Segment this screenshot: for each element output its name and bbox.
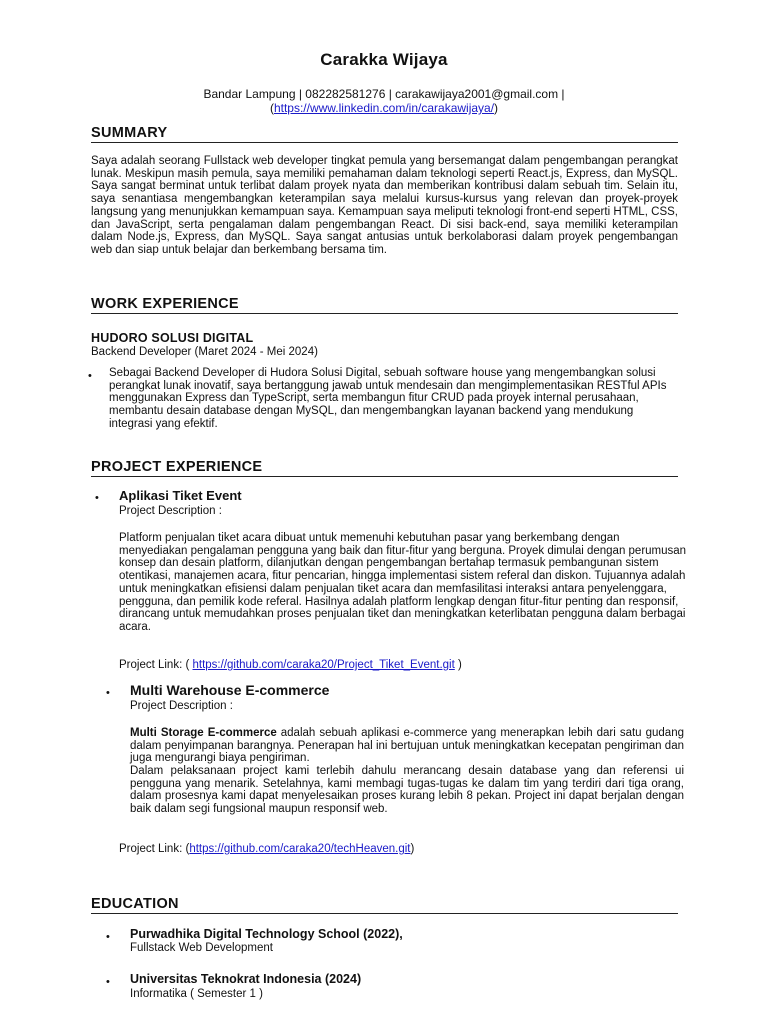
project-2-link-prefix: Project Link: ( [119, 843, 190, 855]
project-1-link-prefix: Project Link: ( [119, 659, 193, 671]
project-1-link[interactable]: https://github.com/caraka20/Project_Tiket_Event.git [192, 659, 455, 671]
education-heading: EDUCATION [91, 896, 678, 914]
work-description: Sebagai Backend Developer di Hudora Solusi Digital, sebuah software house yang mengembangkan solusi perangkat lunak inovatif, saya bertanggung jawab untuk mendesain dan mengimplementasikan RESTful APIs menggunakan Express dan TypeScript, serta membangun fitur CRUD pada proyek internal perusahaan, membantu desain database dengan MySQL, dan mengembangkan layanan backend yang mendukung integrasi yang efektif. [109, 367, 667, 430]
project-2-desc-bold: Multi Storage E-commerce [130, 727, 277, 739]
work-bullet: • [88, 370, 92, 382]
education-1-program: Fullstack Web Development [130, 942, 273, 954]
project-2-link[interactable]: https://github.com/caraka20/techHeaven.git [189, 843, 411, 855]
linkedin-link[interactable]: https://www.linkedin.com/in/carakawijaya/ [273, 101, 495, 115]
project-1-link-line [119, 659, 462, 672]
project-1-desc-label: Project Description : [119, 505, 222, 517]
project-2-link-line [119, 843, 414, 856]
project-2-description [130, 727, 684, 765]
project-2-desc-label: Project Description : [130, 700, 233, 712]
linkedin-open-paren: ( [269, 101, 274, 115]
linkedin-line [0, 101, 768, 115]
education-1-bullet: • [106, 931, 110, 943]
project-experience-heading: PROJECT EXPERIENCE [91, 459, 678, 477]
work-experience-heading: WORK EXPERIENCE [91, 296, 678, 314]
summary-text: Saya adalah seorang Fullstack web developer tingkat pemula yang bersemangat dalam pengembangan perangkat lunak. Meskipun masih pemula, saya memiliki pemahaman dalam teknologi seperti React.js, Express, dan MySQL. Saya sangat berminat untuk terlibat dalam proyek nyata dan memberikan kontribusi dalam sebuah tim. Selain itu, saya senantiasa mengembangkan keterampilan saya melalui kursus-kursus yang relevan dan proyek-proyek langsung yang menunjukkan kemampuan saya. Kemampuan saya meliputi teknologi front-end seperti HTML, CSS, dan JavaScript, serta pengalaman dalam pengembangan React. Di sisi back-end, saya memiliki keterampilan dalam Node.js, Express, dan MySQL. Saya sangat antusias untuk berkolaborasi dalam proyek pengembangan web dan siap untuk belajar dan berkembang bersama tim. [91, 155, 678, 256]
work-company: HUDORO SOLUSI DIGITAL [91, 331, 254, 345]
project-2-description-2: Dalam pelaksanaan project kami terlebih dahulu merancang desain database yang dan referensi ui pengguna yang menarik. Setelahnya, kami membagi tugas-tugas ke dalam tim yang terdiri dari tiga orang, dalam prosesnya kami dapat menyelesaikan proses kurang lebih 8 pekan. Project ini dapat berjalan dengan baik dalam segi fungsional maupun responsif web. [130, 765, 684, 816]
project-1-link-suffix: ) [454, 659, 462, 671]
project-2-bullet: • [106, 687, 110, 699]
project-1-description: Platform penjualan tiket acara dibuat untuk memenuhi kebutuhan pasar yang berkembang dengan menyediakan pengalaman pengguna yang baik dan fitur-fitur yang berguna. Proyek dimulai dengan perumusan konsep dan desain platform, dilanjutkan dengan pengembangan bertahap termasuk pembangunan sistem otentikasi, manajemen acara, fitur pencarian, hingga implementasi sistem referal dan diskon. Tujuannya adalah untuk meningkatkan efisiensi dalam penjualan tiket acara dan memfasilitasi interaksi antara penyelenggara, pengguna, dan pemilik kode referal. Hasilnya adalah platform lengkap dengan fitur-fitur penting dan responsif, dirancang untuk memudahkan proses penjualan tiket dan meningkatkan keterlibatan pengguna dalam berbagai acara. [119, 532, 687, 633]
education-2-program: Informatika ( Semester 1 ) [130, 988, 263, 1000]
education-2-school: Universitas Teknokrat Indonesia (2024) [130, 972, 362, 986]
project-2-desc-rest: adalah sebuah aplikasi e-commerce yang menerapkan lebih dari satu gudang dalam penyimpanan barangnya. Penerapan hal ini bertujuan untuk meningkatkan kecepatan pengiriman dan juga mengurangi biaya pengiriman. [130, 727, 684, 765]
project-1-name: Aplikasi Tiket Event [119, 488, 242, 503]
work-role: Backend Developer (Maret 2024 - Mei 2024) [91, 346, 318, 358]
summary-heading: SUMMARY [91, 125, 678, 143]
project-1-bullet: • [95, 492, 99, 504]
education-2-bullet: • [106, 976, 110, 988]
contact-line: Bandar Lampung | 082282581276 | carakawijaya2001@gmail.com | [203, 87, 565, 101]
project-2-link-suffix: ) [410, 843, 415, 855]
project-2-name: Multi Warehouse E-commerce [130, 682, 330, 698]
candidate-name: Carakka Wijaya [320, 50, 448, 69]
education-1-school: Purwadhika Digital Technology School (2022), [130, 927, 403, 941]
linkedin-close-paren: ) [494, 101, 499, 115]
